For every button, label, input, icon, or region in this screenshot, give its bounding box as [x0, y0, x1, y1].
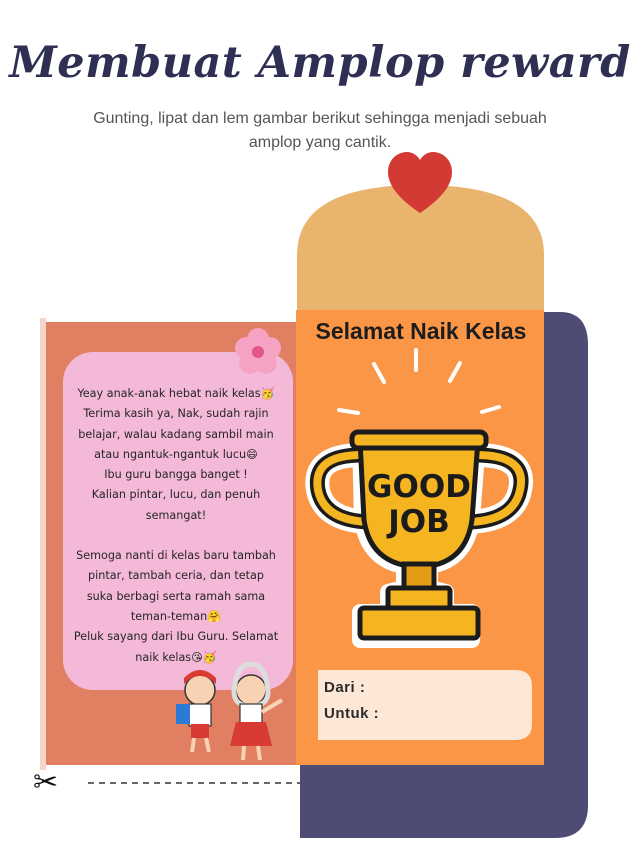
scissors-icon: ✂	[33, 765, 59, 800]
instructions-line: Gunting, lipat dan lem gambar berikut sehingga menjadi sebuah	[93, 110, 547, 127]
instructions-line: amplop yang cantik.	[248, 134, 392, 151]
from-label: Dari :	[324, 679, 366, 696]
paragraph-gap	[64, 526, 288, 546]
letter-line: Ibu guru bangga banget !	[104, 468, 248, 482]
trophy-text-good: GOOD	[367, 469, 471, 505]
letter-line: suka berbagi serta ramah sama	[86, 589, 266, 603]
letter-line: Kalian pintar, lucu, dan penuh	[91, 488, 261, 502]
letter-line: naik kelas😘🥳	[135, 650, 217, 664]
to-label: Untuk :	[324, 705, 380, 722]
letter-line: belajar, walau kadang sambil main	[78, 427, 274, 441]
letter-line: atau ngantuk-ngantuk lucu😄	[94, 447, 258, 461]
letter-line: semangat!	[145, 508, 207, 522]
letter-text	[64, 384, 288, 668]
letter-line: teman-teman🤗	[130, 609, 222, 623]
letter-line: pintar, tambah ceria, dan tetap	[88, 569, 264, 583]
trophy-text-job: JOB	[388, 504, 450, 540]
page-title: Membuat Amplop reward	[9, 38, 631, 88]
letter-line: Yeay anak-anak hebat naik kelas🥳	[77, 387, 275, 400]
card-heading: Selamat Naik Kelas	[315, 318, 527, 344]
letter-line: Peluk sayang dari Ibu Guru. Selamat	[73, 630, 279, 644]
letter-line: Semoga nanti di kelas baru tambah	[76, 549, 276, 563]
letter-line: Terima kasih ya, Nak, sudah rajin	[83, 407, 269, 421]
